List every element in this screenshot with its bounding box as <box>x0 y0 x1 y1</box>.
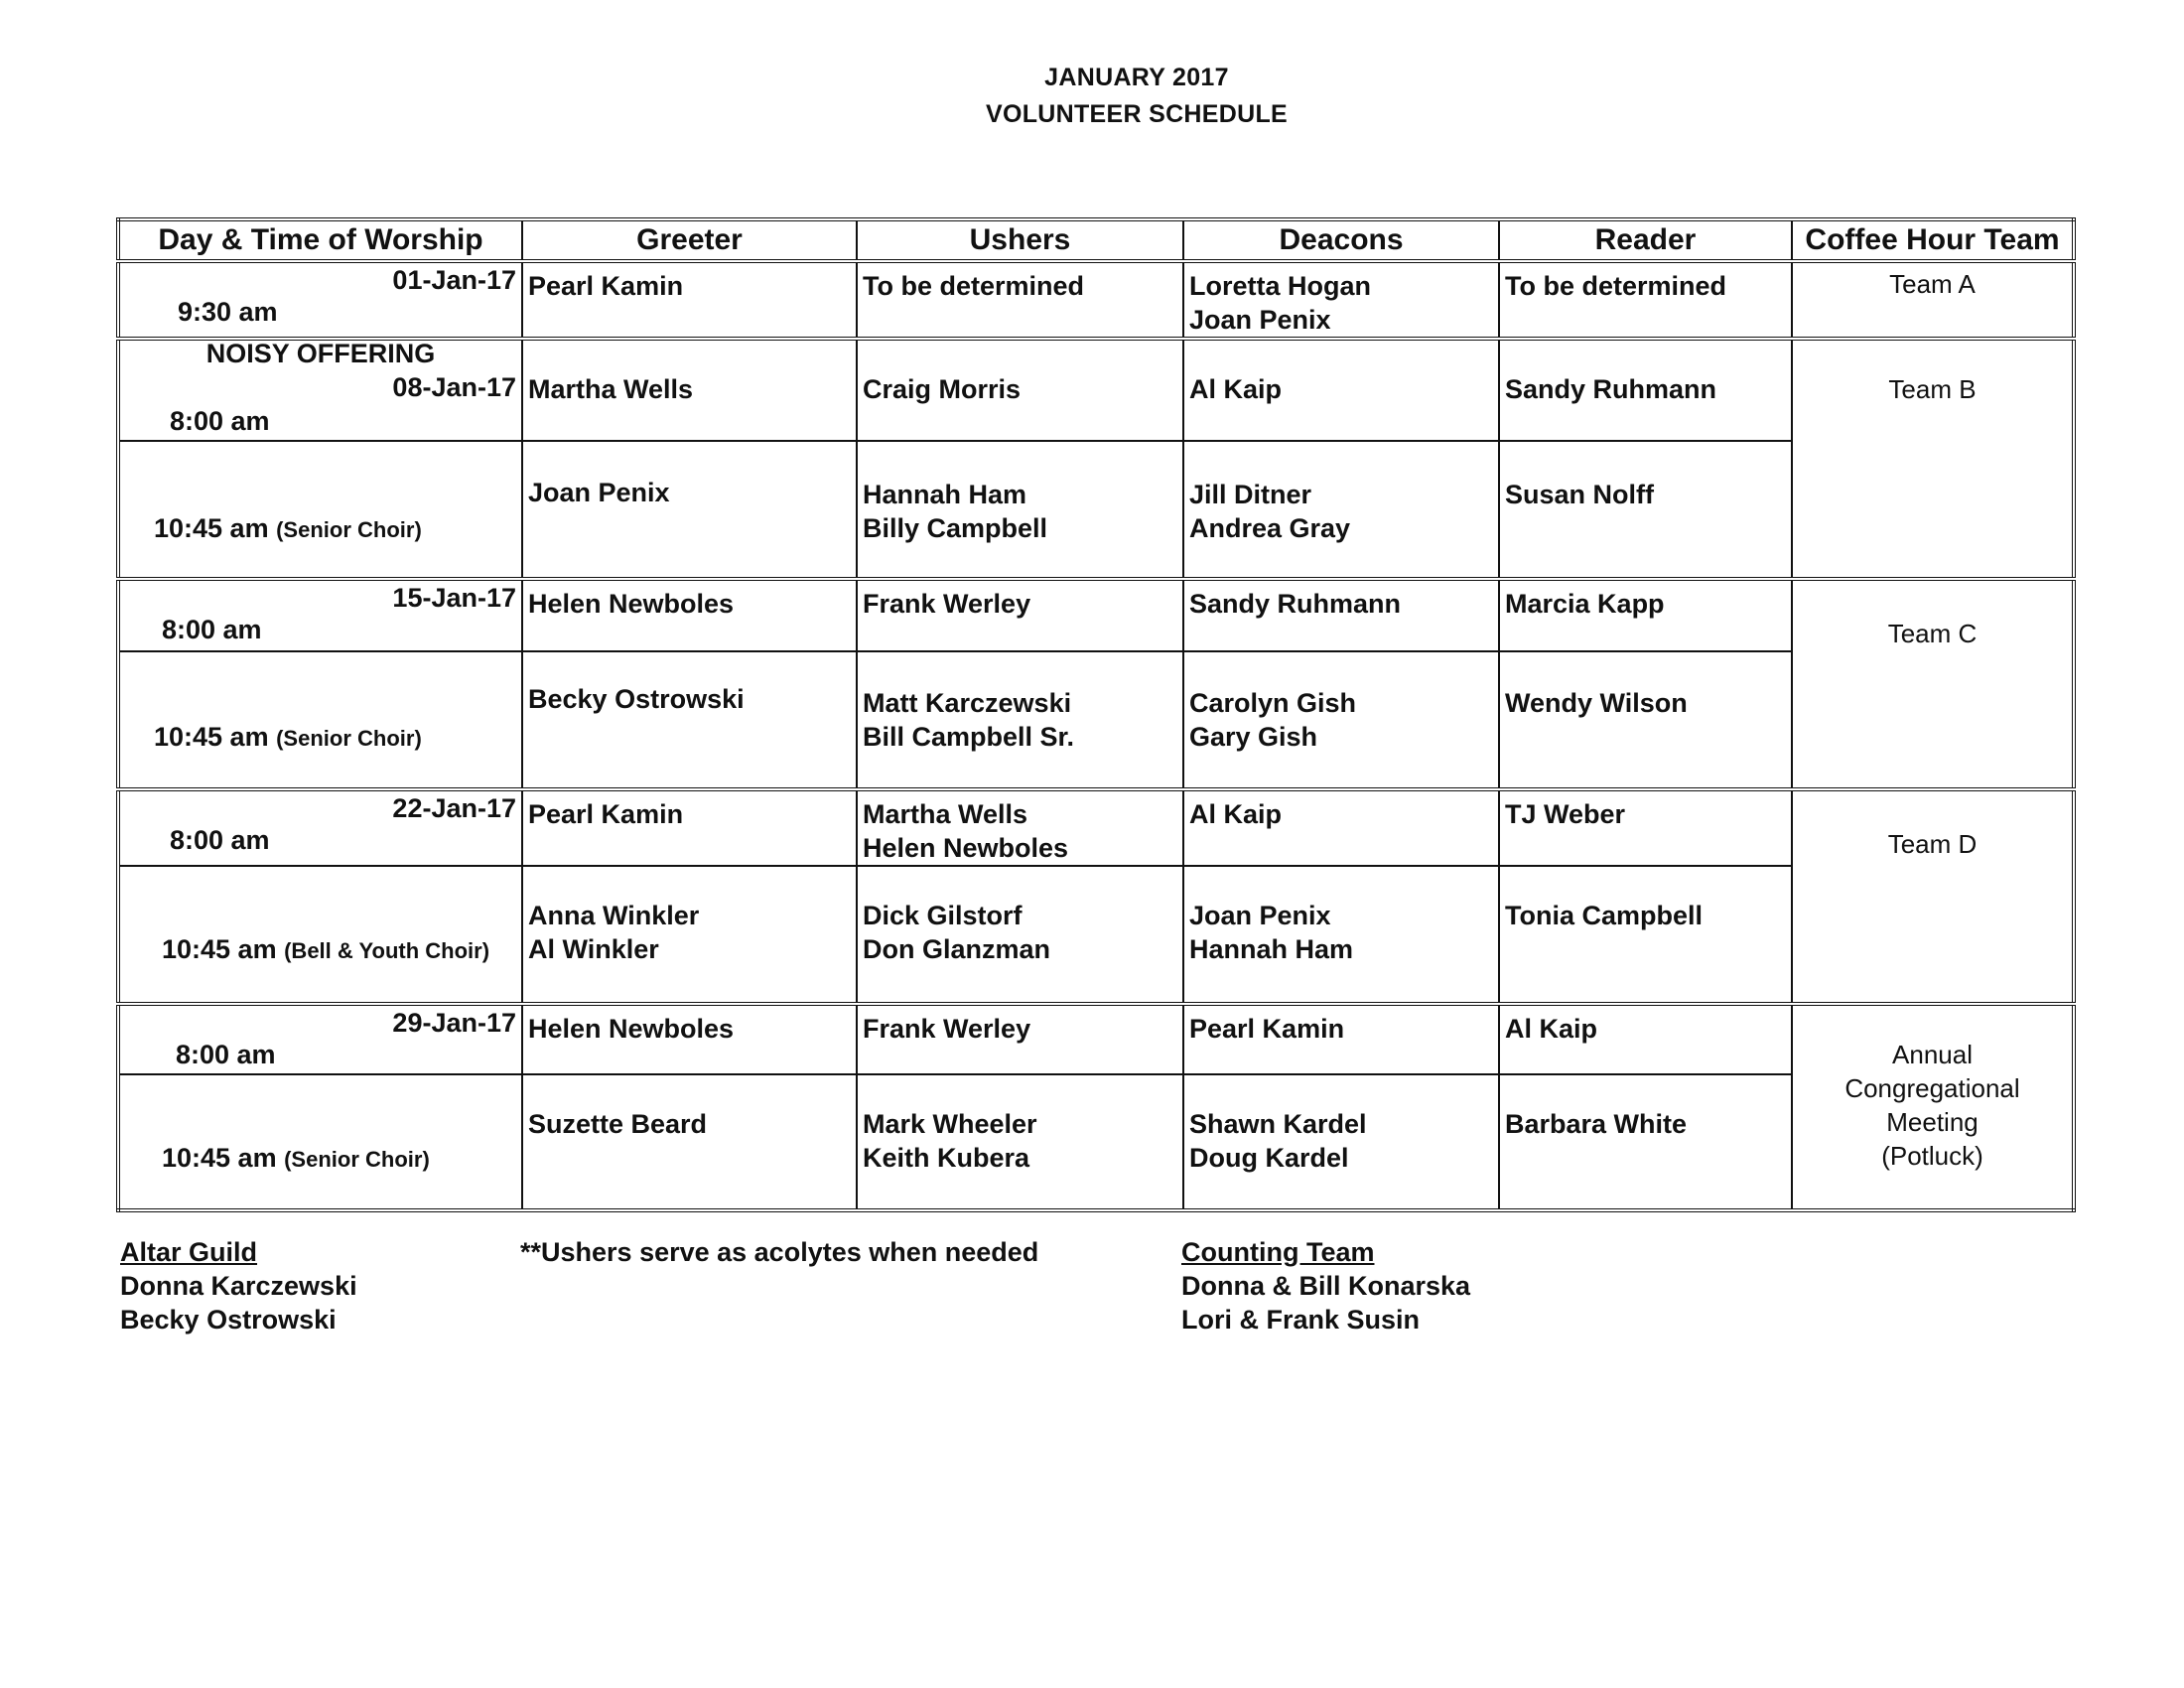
day-time-cell <box>118 1004 522 1074</box>
ushers-cell <box>858 341 1182 406</box>
usher-name: Hannah Ham <box>863 480 1027 509</box>
coffee-team-cell <box>1793 263 2072 301</box>
coffee-team-line: Annual <box>1892 1040 1973 1069</box>
service-date: 08-Jan-17 <box>392 372 516 402</box>
table-row <box>118 866 2074 1004</box>
greeter-cell: Helen Newboles <box>528 589 735 619</box>
coffee-team-line: Meeting <box>1886 1107 1979 1137</box>
coffee-team-name: Team C <box>1887 619 1978 648</box>
deacon-name: Andrea Gray <box>1189 513 1351 543</box>
deacon-name: Jill Ditner <box>1189 480 1312 509</box>
deacon-name: Joan Penix <box>1189 305 1331 335</box>
service-time-text: 10:45 am <box>162 934 277 964</box>
service-time <box>162 934 489 965</box>
table-header-row <box>118 219 2074 261</box>
greeter-cell: Anna Winkler Al Winkler <box>528 901 700 964</box>
altar-guild-block <box>120 1235 357 1336</box>
greeter-cell: Pearl Kamin <box>528 271 684 301</box>
table-row <box>118 261 2074 339</box>
deacon-name: Hannah Ham <box>1189 934 1354 964</box>
altar-guild-member: Donna Karczewski <box>120 1271 357 1301</box>
choir-note: (Senior Choir) <box>276 517 422 542</box>
service-time <box>162 1143 430 1174</box>
day-time-cell <box>118 866 522 1004</box>
page-subtitle: VOLUNTEER SCHEDULE <box>985 100 1289 128</box>
choir-note: (Senior Choir) <box>284 1147 430 1172</box>
service-date: 01-Jan-17 <box>392 265 516 295</box>
service-time-text: 10:45 am <box>154 722 269 752</box>
service-time: 8:00 am <box>176 1040 276 1069</box>
usher-name: Craig Morris <box>863 374 1022 404</box>
usher-name: Helen Newboles <box>863 833 1069 863</box>
coffee-team-name: Team A <box>1889 269 1976 299</box>
service-date: 15-Jan-17 <box>392 583 516 613</box>
usher-name: Martha Wells <box>863 799 1028 829</box>
ushers-cell <box>858 581 1182 621</box>
ushers-cell <box>858 791 1182 865</box>
page-title: JANUARY 2017 <box>1044 64 1229 91</box>
coffee-team-cell <box>1793 341 2072 406</box>
service-date: 22-Jan-17 <box>392 793 516 823</box>
table-row <box>118 579 2074 651</box>
counting-team-member: Lori & Frank Susin <box>1181 1305 1421 1335</box>
schedule-table <box>116 217 2076 1212</box>
coffee-team-name: Team D <box>1887 829 1978 859</box>
day-time-cell <box>118 441 522 579</box>
service-time: 8:00 am <box>162 615 262 644</box>
deacon-name: Joan Penix <box>1189 901 1331 930</box>
deacons-cell <box>1184 581 1498 621</box>
service-time <box>154 722 422 753</box>
reader-cell: Barbara White <box>1505 1109 1688 1139</box>
reader-cell: Susan Nolff <box>1505 480 1655 509</box>
day-time-cell <box>118 579 522 651</box>
deacons-cell <box>1184 791 1498 831</box>
day-time-cell <box>118 651 522 789</box>
deacons-cell <box>1184 263 1498 337</box>
deacons-cell <box>1184 1006 1498 1046</box>
day-time-cell <box>118 339 522 441</box>
coffee-team-name: Team B <box>1888 374 1977 404</box>
day-time-cell <box>118 261 522 339</box>
deacon-name: Pearl Kamin <box>1189 1014 1345 1044</box>
column-header-deacons: Deacons <box>1183 219 1499 261</box>
service-time-text: 10:45 am <box>162 1143 277 1173</box>
usher-name: Don Glanzman <box>863 934 1051 964</box>
reader-cell: Sandy Ruhmann <box>1505 374 1717 404</box>
coffee-team-cell <box>1793 1006 2072 1173</box>
deacons-cell <box>1184 341 1498 406</box>
counting-team-heading: Counting Team <box>1181 1237 1375 1267</box>
service-time <box>154 513 422 544</box>
reader-cell: To be determined <box>1505 271 1727 301</box>
reader-cell: Al Kaip <box>1505 1014 1598 1044</box>
deacon-name: Doug Kardel <box>1189 1143 1349 1173</box>
day-time-cell <box>118 1074 522 1210</box>
reader-cell: Tonia Campbell <box>1505 901 1704 930</box>
service-date: 29-Jan-17 <box>392 1008 516 1038</box>
ushers-cell <box>858 1075 1182 1175</box>
table-row <box>118 1004 2074 1074</box>
greeter-cell: Helen Newboles <box>528 1014 735 1044</box>
usher-name: Matt Karczewski <box>863 688 1072 718</box>
day-time-cell <box>118 789 522 866</box>
deacon-name: Al Kaip <box>1189 374 1283 404</box>
deacons-cell <box>1184 652 1498 754</box>
column-header-coffee-hour-team: Coffee Hour Team <box>1792 219 2074 261</box>
coffee-team-line: Congregational <box>1844 1073 2020 1103</box>
coffee-team-cell <box>1793 581 2072 650</box>
deacon-name: Sandy Ruhmann <box>1189 589 1402 619</box>
column-header-reader: Reader <box>1499 219 1792 261</box>
greeter-cell: Martha Wells <box>528 374 694 404</box>
service-time: 9:30 am <box>178 297 278 327</box>
counting-team-block <box>1181 1235 1470 1336</box>
altar-guild-heading: Altar Guild <box>120 1237 258 1267</box>
ushers-cell <box>858 1006 1182 1046</box>
table-row <box>118 651 2074 789</box>
ushers-cell <box>858 652 1182 754</box>
deacon-name: Shawn Kardel <box>1189 1109 1367 1139</box>
choir-note: (Bell & Youth Choir) <box>284 938 490 963</box>
table-row <box>118 1074 2074 1210</box>
ushers-cell <box>858 263 1182 303</box>
usher-name: Keith Kubera <box>863 1143 1030 1173</box>
table-row <box>118 789 2074 866</box>
greeter-cell: Joan Penix <box>528 478 670 507</box>
service-time: 8:00 am <box>170 825 270 855</box>
column-header-day-time: Day & Time of Worship <box>118 219 522 261</box>
greeter-cell: Becky Ostrowski <box>528 684 745 714</box>
special-service-label: NOISY OFFERING <box>205 339 436 368</box>
usher-name: Dick Gilstorf <box>863 901 1023 930</box>
deacons-cell <box>1184 1075 1498 1175</box>
coffee-team-line: (Potluck) <box>1881 1141 1983 1171</box>
deacons-cell <box>1184 442 1498 545</box>
ushers-cell <box>858 442 1182 545</box>
reader-cell: Marcia Kapp <box>1505 589 1665 619</box>
coffee-team-cell <box>1793 791 2072 861</box>
greeter-cell: Suzette Beard <box>528 1109 708 1139</box>
usher-name: Billy Campbell <box>863 513 1048 543</box>
choir-note: (Senior Choir) <box>276 726 422 751</box>
deacon-name: Carolyn Gish <box>1189 688 1357 718</box>
deacon-name: Gary Gish <box>1189 722 1318 752</box>
column-header-ushers: Ushers <box>857 219 1183 261</box>
service-time: 8:00 am <box>170 406 270 436</box>
greeter-cell: Pearl Kamin <box>528 799 684 829</box>
deacon-name: Loretta Hogan <box>1189 271 1372 301</box>
column-header-greeter: Greeter <box>522 219 857 261</box>
usher-name: Frank Werley <box>863 589 1031 619</box>
usher-name: Mark Wheeler <box>863 1109 1037 1139</box>
usher-name: Bill Campbell Sr. <box>863 722 1075 752</box>
reader-cell: Wendy Wilson <box>1505 688 1688 718</box>
service-time-text: 10:45 am <box>154 513 269 543</box>
ushers-note: **Ushers serve as acolytes when needed <box>520 1237 1039 1267</box>
ushers-cell <box>858 867 1182 966</box>
table-row <box>118 441 2074 579</box>
deacons-cell <box>1184 867 1498 966</box>
table-row <box>118 339 2074 441</box>
counting-team-member: Donna & Bill Konarska <box>1181 1271 1471 1301</box>
altar-guild-member: Becky Ostrowski <box>120 1305 337 1335</box>
reader-cell: TJ Weber <box>1505 799 1626 829</box>
usher-name: To be determined <box>863 271 1085 301</box>
deacon-name: Al Kaip <box>1189 799 1283 829</box>
usher-name: Frank Werley <box>863 1014 1031 1044</box>
